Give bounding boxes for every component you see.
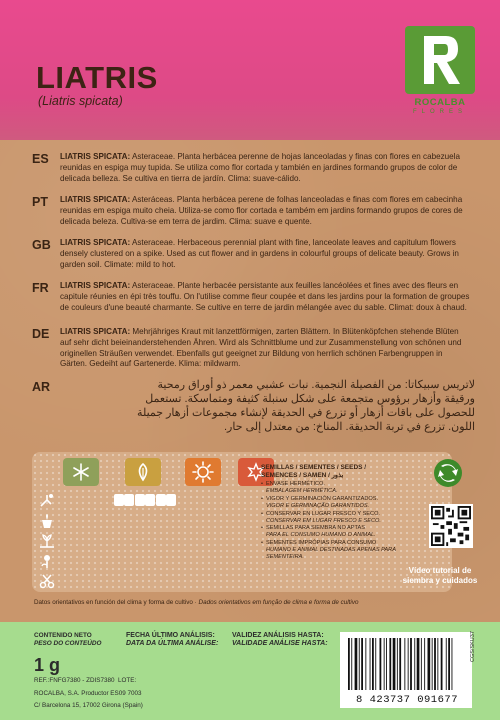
logo-r-icon (416, 32, 464, 88)
calendar-cell-filled (124, 494, 134, 506)
barcode-bar (414, 638, 415, 690)
seed-item: • ENVASE HERMÉTICO. EMBALAGEM HERMÉTICA. (261, 481, 421, 495)
barcode-bar (359, 638, 360, 690)
barcode-bars (340, 632, 472, 694)
barcode-bar (393, 638, 396, 690)
barcode-bar (370, 638, 371, 690)
net-weight: 1 g (34, 655, 61, 675)
seed-info (261, 464, 421, 561)
seed-header-1: SEMILLAS / SEMENTES / SEEDS / (261, 464, 367, 471)
seed-item: • VIGOR Y GERMINACIÓN GARANTIZADOS. VIGOR E GERMINAÇÃO GARANTIDOS. (261, 496, 421, 510)
barcode-bar (428, 638, 431, 690)
seed-header-2: SEMENCES / SAMEN / بذور (261, 472, 344, 479)
barcode-bar (417, 638, 420, 690)
qr-code-icon (431, 506, 471, 546)
barcode-bar (437, 638, 438, 690)
barcode-bar (375, 638, 376, 690)
product-scientific-name: (Liatris spicata) (38, 94, 123, 108)
cut-icon (38, 572, 56, 590)
green-dot-recycle-icon (433, 458, 463, 488)
logo-brand-sub: FLORES (412, 109, 467, 115)
summer-icon (192, 461, 214, 483)
barcode-bar (351, 638, 352, 690)
last-analysis-label: FECHA ÚLTIMO ANÁLISIS: DATA DA ÚLTIMA ANÁLISE: (126, 632, 219, 647)
product-title: LIATRIS (36, 60, 158, 95)
lang-text-es: LIATRIS SPICATA: Asteraceae. Planta herbácea perenne de hojas lanceoladas y finas con flores en cabezuela reunidas en espiga muy tupida. Se utiliza como flor cortada y también en jardines formando grupos de color de delicada belleza. Se cultiva en tierra de jardín. Clima: suave-cálido. (60, 152, 460, 183)
lang-code-es: ES (32, 152, 49, 166)
barcode-bar (446, 638, 447, 690)
flower-icon (38, 552, 56, 570)
lang-code-de: DE (32, 327, 50, 341)
lang-code-ar: AR (32, 380, 51, 394)
lang-text-fr: LIATRIS SPICATA: Asteraceae. Plante herbacée persistante aux feuilles lancéolées et fines avec des fleurs en capitule réunies en épi très touffu. On l'utilise comme fleur coupée et dans les jardins pour la formation de groupes de couleurs d'une beauté charmante. Se cultive en terre de jardin mélangée avec du sable. Climat: doux à chaud. (60, 281, 470, 312)
rocalba-logo (402, 26, 478, 126)
barcode-bar (408, 638, 409, 690)
qr-code[interactable] (429, 504, 473, 548)
season-summer (185, 458, 221, 486)
calendar-cell-filled (114, 494, 124, 506)
barcode-bar (421, 638, 422, 690)
season-spring (125, 458, 161, 486)
logo-brand-name: ROCALBA (414, 97, 466, 108)
barcode-bar (380, 638, 382, 690)
barcode-bar (410, 638, 412, 690)
barcode-bar (372, 638, 374, 690)
video-tutorial-label: Vídeo tutorial de siembra y cuidados (402, 566, 478, 585)
barcode-bar (365, 638, 366, 690)
barcode-bar (432, 638, 433, 690)
calendar-cell-filled (166, 494, 176, 506)
vertical-code: CGS/SKU37 (470, 631, 476, 662)
seed-item: • SEMILLAS PARA SIEMBRA NO APTAS PARA EL CONSUMO HUMANO O ANIMAL. (261, 525, 421, 539)
barcode-bar (386, 638, 387, 690)
barcode-digits: 8 423737 091677 (355, 694, 458, 706)
logo-box (405, 26, 475, 94)
lang-text-pt: LIATRIS SPICATA: Asteráceas. Planta herbácea perene de folhas lanceoladas e finas com flores em cabecinha reunidas em espiga muito cheia. Utiliza-se como flor cortada e também em jardins formando grupos de cores de delicada beleza. Cultiva-se em terra de jardim. Clima: suave e quente. (60, 195, 463, 226)
net-content-label: CONTENIDO NETO PESO DO CONTEÚDO (34, 632, 102, 647)
lang-text-ar: لاتريس سبيكاتا: من الفصيلة النجمية. نبات عشبي معمر ذو أوراق رمحية ورقيقة وأزهار برؤوس متجمعة على شكل سنبلة كثيفة ومتماسكة. تستعمل للحصول على باقات أزهار أو تزرع في الحديقة لإنشاء مجموعات أزهار جميلة اللون. تزرع في تربة الحديقة. المناخ: من معتدل إلى حار. (137, 379, 475, 433)
barcode-bar (397, 638, 398, 690)
barcode-bar (348, 638, 350, 690)
pot-icon (38, 512, 56, 530)
barcode-bar (361, 638, 363, 690)
barcode-bar (384, 638, 385, 690)
barcode-bar (389, 638, 391, 690)
producer: ROCALBA, S.A. Productor ES09 7003 (34, 690, 142, 697)
barcode-bar (404, 638, 405, 690)
barcode-bar (399, 638, 401, 690)
barcode-bar (448, 638, 450, 690)
barcode-bar (441, 638, 443, 690)
lang-text-gb: LIATRIS SPICATA: Asteraceae. Herbaceous perennial plant with fine, lanceolate leaves and capitulum flowers densely clustered on a spike. Used as cut flower and in gardens in colourful groups of delicate beauty. Grows in garden soil. Climate: mild to hot. (60, 238, 459, 269)
reference: REF.:FNFG7380 - ZDIS7380 LOTE: (34, 677, 137, 684)
barcode-bar (434, 638, 436, 690)
lang-code-gb: GB (32, 238, 51, 252)
spring-icon (133, 462, 153, 482)
calendar-cell-filled (156, 494, 166, 506)
address: C/ Barcelona 15, 17002 Girona (Spain) (34, 702, 143, 709)
lang-code-pt: PT (32, 195, 48, 209)
winter-icon (71, 462, 91, 482)
calendar-cell-filled (145, 494, 155, 506)
barcode-bar (424, 638, 425, 690)
seed-item: • CONSERVAR EN LUGAR FRESCO Y SECO. CONSERVAR EM LUGAR FRESCO E SECO. (261, 511, 421, 525)
validity-label: VALIDEZ ANÁLISIS HASTA: VALIDADE ANÁLISE HASTA: (232, 632, 328, 647)
transplant-icon (38, 532, 56, 550)
lang-code-fr: FR (32, 281, 49, 295)
barcode-bar (452, 638, 453, 690)
barcode-bar (355, 638, 358, 690)
seeding-icon (38, 492, 56, 510)
season-winter (63, 458, 99, 486)
calendar-cell-filled (135, 494, 145, 506)
lang-text-de: LIATRIS SPICATA: Mehrjähriges Kraut mit lanzettförmigen, zarten Blättern. In Blütenköpfchen stehende Blüten auf sehr dicht beieinanderstehenden Ähren. Wird als Schnittblume und zur Zusammenstellung von schönen und originellen Sträußen verwendet. Ebenfalls gut geeignet zur Bildung von herrlich schönen Farbengruppen in Gärten. Gedeiht auf Gartenerde. Klima: mildwarm. (60, 327, 462, 369)
seed-item: • SEMENTES IMPRÓPIAS PARA CONSUMO HUMANO E ANIMAL DESTINADAS APENAS PARA SEMENTEIRA. (261, 540, 421, 561)
calendar-footnote: Datos orientativos en función del clima y forma de cultivo · Dados orientativos em função de clima e forma de cultivo (34, 599, 359, 606)
